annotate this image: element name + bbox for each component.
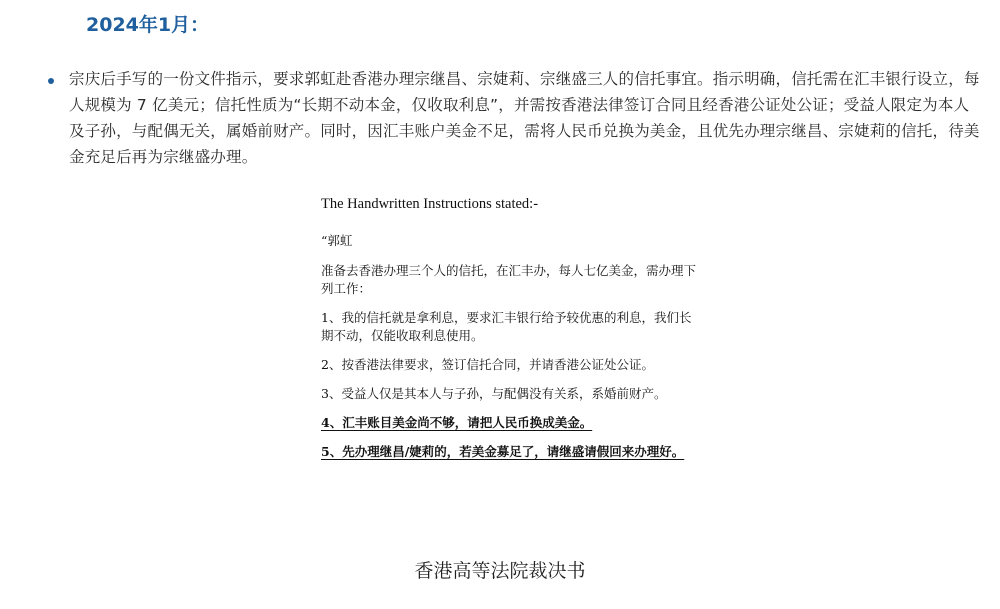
bullet-dot-icon xyxy=(48,78,54,84)
handwritten-instructions-excerpt xyxy=(321,196,701,472)
summary-text: 宗庆后手写的一份文件指示，要求郭虹赴香港办理宗继昌、宗婕莉、宗继盛三人的信托事宜。指示明确，信托需在汇丰银行设立，每人规模为 7 亿美元；信托性质为“长期不动本金，仅收取利息”，并需按香港法律签订合同且经香港公证处公证；受益人限定为本人及子孙，与配偶无关，属婚前财产。同时，因汇丰账户美金不足，需将人民币兑换为美金，且优先办理宗继昌、宗婕莉的信托，待美金充足后再为宗继盛办理。 xyxy=(69,70,980,166)
image-caption: 香港高等法院裁决书 xyxy=(414,560,586,582)
excerpt-item-2: 2、按香港法律要求，签订信托合同，并请香港公证处公证。 xyxy=(321,357,654,372)
excerpt-item-5: 5、先办理继昌/婕莉的，若美金募足了，请继盛请假回来办理好。 xyxy=(321,444,685,459)
summary-list-item xyxy=(48,66,984,170)
excerpt-intro: 准备去香港办理三个人的信托，在汇丰办，每人七亿美金，需办理下列工作： xyxy=(321,263,697,296)
section-heading-date: 2024年1月： xyxy=(86,14,210,36)
excerpt-item-1: 1、我的信托就是拿利息，要求汇丰银行给予较优惠的利息，我们长期不动，仅能收取利息使用。 xyxy=(321,310,692,343)
excerpt-title: The Handwritten Instructions stated:- xyxy=(321,196,539,212)
excerpt-item-4: 4、汇丰账目美金尚不够，请把人民币换成美金。 xyxy=(321,415,593,430)
excerpt-item-3: 3、受益人仅是其本人与子孙，与配偶没有关系，系婚前财产。 xyxy=(321,386,667,401)
excerpt-salutation: “郭虹 xyxy=(321,233,353,248)
